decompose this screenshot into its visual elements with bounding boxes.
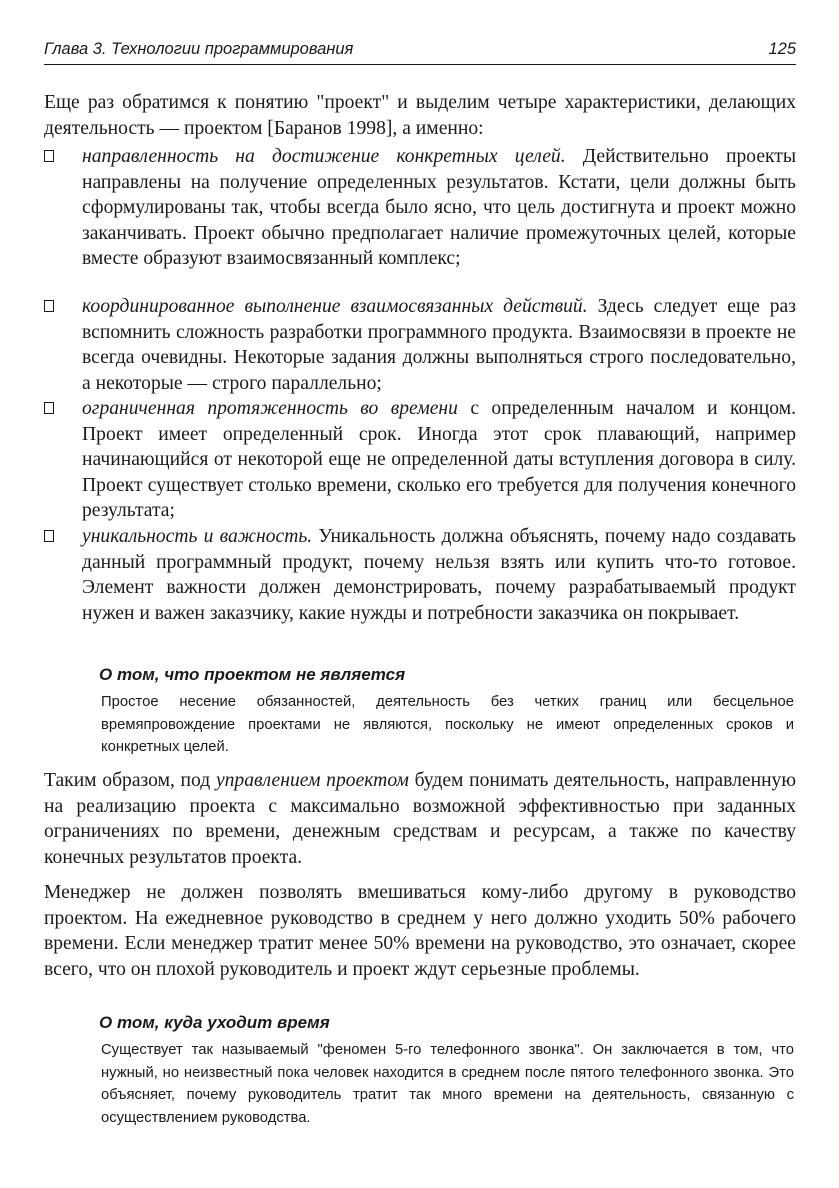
checkbox-bullet-icon (44, 150, 54, 162)
bullet-body: с определенным началом и концом. Проект имеет определенный срок. Иногда этот срок плавающий, например начинающийся от некоторой еще не определенной даты вступления договора в силу. Проект существует столько времени, сколько его требуется для получения конечного результата; (82, 398, 796, 522)
bullet-body: Уникальность должна объяснять, почему надо создавать данный программный продукт, почему нельзя взять или купить что-то готовое. Элемент важности должен демонстрировать, почему разрабатываемый продукт нужен и важен заказчику, какие нужды и потребности заказчика он покрывает. (82, 526, 796, 624)
bullet-text (82, 396, 796, 524)
note-text: Простое несение обязанностей, деятельность без четких границ или бесцельное времяпровождение проектами не являются, поскольку не имеют определенных сроков и конкретных целей. (101, 694, 794, 755)
bullet-text (82, 144, 796, 272)
bullet-body: Действительно проекты направлены на получение определенных результатов. Кстати, цели должны быть сформулированы так, чтобы всегда было ясно, что цель достигнута и проект можно заканчивать. Проект обычно предполагает наличие промежуточных целей, которые вместе образуют взаимосвязанный комплекс; (82, 146, 797, 270)
note-text: Существует так называемый "феномен 5-го телефонного звонка". Он заключается в том, что нужный, но неизвестный пока человек находится в среднем после пятого телефонного звонка. Это объясняет, почему руководитель тратит так много времени на деятельность, связанную с осуществлением руководства. (101, 1042, 794, 1126)
side-note (101, 1012, 794, 1129)
note-title: О том, что проектом не является (99, 665, 406, 684)
checkbox-bullet-icon (44, 402, 54, 414)
bullet-term: уникальность и важность. (82, 526, 313, 547)
bullet-text (82, 524, 796, 626)
bullet-item (44, 396, 796, 524)
page-header (44, 38, 796, 65)
body-paragraph (44, 768, 796, 870)
intro-paragraph: Еще раз обратимся к понятию "проект" и выделим четыре характеристики, делающих деятельность — проектом [Баранов 1998], а именно: (44, 92, 796, 139)
bullet-item (44, 294, 796, 396)
bullet-term: направленность на достижение конкретных целей. (82, 146, 566, 167)
side-note (101, 664, 794, 759)
chapter-title: Глава 3. Технологии программирования (44, 40, 354, 58)
paragraph-term: управлением проектом (215, 770, 409, 791)
bullet-item (44, 524, 796, 626)
checkbox-bullet-icon (44, 530, 54, 542)
bullet-item (44, 144, 796, 272)
paragraph-rest: будем понимать деятельность, направленную на реализацию проекта с максимально возможной эффективностью при заданных ограничениях по времени, денежным средствам и ресурсам, а также по качеству конечных результатов проекта. (44, 770, 796, 868)
page-number: 125 (768, 40, 796, 58)
bullet-term: координированное выполнение взаимосвязанных действий. (82, 296, 588, 317)
bullet-term: ограниченная протяженность во времени (82, 398, 458, 419)
bullet-body: Здесь следует еще раз вспомнить сложность разработки программного продукта. Взаимосвязи в проекте не всегда очевидны. Некоторые задания должны выполняться строго последовательно, а некоторые — строго параллельно; (82, 296, 796, 394)
paragraph-lead: Таким образом, под (44, 770, 216, 791)
bullet-text (82, 294, 796, 396)
checkbox-bullet-icon (44, 300, 54, 312)
note-title: О том, куда уходит время (99, 1013, 330, 1032)
body-paragraph: Менеджер не должен позволять вмешиваться кому-либо другому в руководство проектом. На ежедневное руководство в среднем у него должно уходить 50% рабочего времени. Если менеджер тратит менее 50% времени на руководство, это означает, скорее всего, что он плохой руководитель и проект ждут серьезные проблемы. (44, 882, 796, 980)
